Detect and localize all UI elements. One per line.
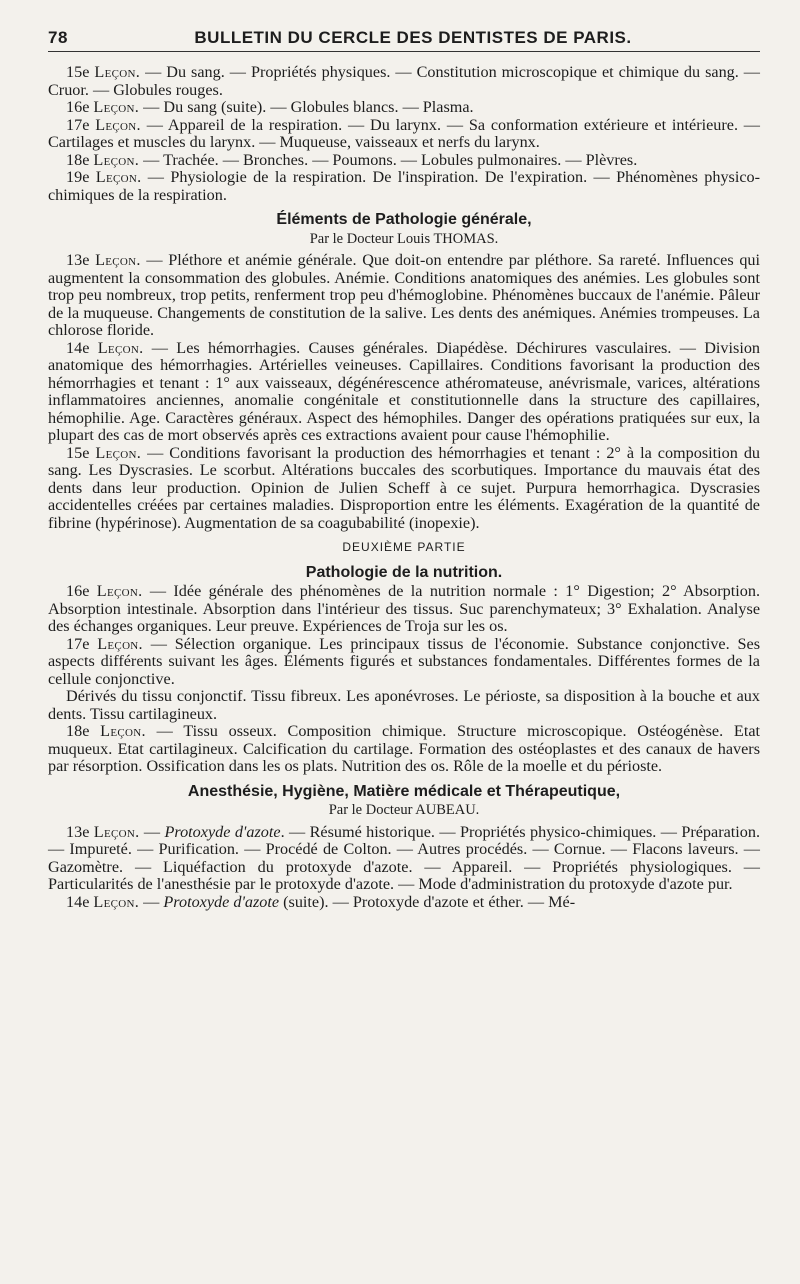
part-label: DEUXIÈME PARTIE xyxy=(342,540,466,554)
page-number: 78 xyxy=(48,28,68,47)
lessons-group-a xyxy=(48,64,760,204)
lesson-dash: — xyxy=(139,822,165,841)
lesson-text: — Sélection organique. Les principaux tissus de l'économie. Substance conjonctive. Ses aspects différents suivant les âges. Éléments figurés et substances fondamentales. Différentes formes de la cellule conjonctive. xyxy=(48,634,760,688)
lesson-label: Leçon. xyxy=(93,892,140,911)
lesson-number: 13e xyxy=(66,251,90,269)
lesson-text: — Du sang. — Propriétés physiques. — Constitution microscopique et chimique du sang. — Cruor. — Globules rouges. xyxy=(48,63,760,99)
lesson-text: . — Résumé historique. — Propriétés physico-chimiques. — Préparation. — Impureté. — Purification. — Procédé de Colton. — Autres procédés. — Cornue. — Flacons laveurs. — Gazomètre. — Liquéfaction du protoxyde d'azote. — Appareil. — Propriétés physiologiques. — Particularités de l'anesthésie par le protoxyde d'azote. — Mode d'administration du protoxyde d'azote pur. xyxy=(48,822,761,893)
page-content xyxy=(48,64,760,911)
lesson-label: Leçon. xyxy=(95,251,141,269)
lesson-number: 15e xyxy=(66,63,90,81)
lesson-number: 13e xyxy=(66,822,90,841)
lesson-paragraph xyxy=(48,169,760,204)
lesson-paragraph xyxy=(48,723,760,776)
lesson-number: 16e xyxy=(66,582,90,600)
lesson-number: 14e xyxy=(66,338,90,357)
lesson-paragraph xyxy=(48,340,760,445)
lesson-text: — Conditions favorisant la production des hémorrhagies et tenant : 2° à la composition du sang. Les Dyscrasies. Le scorbut. Altérations buccales des scorbutiques. Importance du mauvais état des dents dans leur production. Opinion de Julien Scheff à ce sujet. Purpura hemorrhagica. Dyscrasies accidentelles créées par certaines maladies. Disproportion entre les éléments. Exagération de la quantité de fibrine (hypérinose). Augmentation de sa coagubabilité (inopexie). xyxy=(48,443,761,532)
lesson-paragraph xyxy=(48,824,760,894)
lesson-paragraph xyxy=(48,152,760,170)
lesson-label: Leçon. xyxy=(100,722,146,740)
lesson-label: Leçon. xyxy=(97,634,143,653)
lesson-number: 19e xyxy=(66,168,90,186)
lesson-text: — Trachée. — Bronches. — Poumons. — Lobules pulmonaires. — Plèvres. xyxy=(139,150,638,169)
lessons-group-c xyxy=(48,583,760,776)
lesson-label: Leçon. xyxy=(93,150,140,169)
lesson-paragraph xyxy=(48,64,760,99)
lesson-text: — Les hémorrhagies. Causes générales. Diapédèse. Déchirures vasculaires. — Division anatomique des hémorrhagies. Artérielles veineuses. Capillaires. Conditions favorisant la production des hémorrhagies et tenant : 1° aux vaisseaux, dégénérescence athéromateuse, anévrismale, varices, altérations inflammatoires anciennes, anomalie congénitale et constitutionnelle dans la structure des capillaires, hémophilie. Age. Caractères généraux. Aspect des hémophiles. Danger des opérations pratiquées sur eux, la plupart des cas de mort observés après ces extractions avaient pour cause l'hémophilie. xyxy=(48,338,761,444)
lesson-paragraph xyxy=(48,117,760,152)
lesson-number: 14e xyxy=(66,892,90,911)
lesson-number: 18e xyxy=(66,150,90,169)
body-paragraph: Dérivés du tissu conjonctif. Tissu fibreux. Les aponévroses. Le périoste, sa disposition à la bouche et aux dents. Tissu cartilagineux. xyxy=(48,687,760,723)
lessons-group-e xyxy=(48,824,760,912)
lesson-topic: Protoxyde d'azote xyxy=(164,822,281,841)
section-author: Par le Docteur AUBEAU. xyxy=(328,802,480,818)
lesson-text: — Idée générale des phénomènes de la nutrition normale : 1° Digestion; 2° Absorption. Absorption intestinale. Absorption dans l'intérieur des tissus. Suc parenchymateux; 3° Exhalation. Analyse des échanges organiques. Leur preuve. Expériences de Troja sur les os. xyxy=(48,582,760,635)
lesson-label: Leçon. xyxy=(95,443,142,462)
lesson-label: Leçon. xyxy=(95,168,142,186)
lesson-label: Leçon. xyxy=(97,338,144,357)
page-header xyxy=(48,28,760,52)
lesson-paragraph xyxy=(48,99,760,117)
lesson-paragraph xyxy=(48,583,760,636)
lesson-number: 15e xyxy=(66,443,90,462)
lesson-paragraph xyxy=(48,252,760,340)
lesson-number: 17e xyxy=(66,634,90,653)
lesson-number: 18e xyxy=(66,722,90,740)
running-title: BULLETIN DU CERCLE DES DENTISTES DE PARIS. xyxy=(194,28,632,47)
lesson-text: — Du sang (suite). — Globules blancs. — Plasma. xyxy=(139,98,474,116)
lesson-paragraph xyxy=(48,894,760,912)
lesson-label: Leçon. xyxy=(93,822,140,841)
lesson-number: 16e xyxy=(66,98,90,116)
section-heading: Anesthésie, Hygiène, Matière médicale et Thérapeutique, xyxy=(187,782,621,800)
lesson-dash: — xyxy=(139,892,164,911)
section-author: Par le Docteur Louis THOMAS. xyxy=(309,230,499,247)
lesson-text: — Appareil de la respiration. — Du larynx. — Sa conformation extérieure et intérieure. — Cartilages et muscles du larynx. — Muqueuse, vaisseaux et nerfs du larynx. xyxy=(48,115,760,151)
lesson-text: (suite). — Protoxyde d'azote et éther. — Mé- xyxy=(279,892,576,911)
section-heading: Éléments de Pathologie générale, xyxy=(276,211,532,228)
lesson-paragraph xyxy=(48,445,760,533)
lesson-text: — Tissu osseux. Composition chimique. Structure microscopique. Ostéogénèse. Etat muqueux. Etat cartilagineux. Calcification du cartilage. Formation des ostéoplastes et des canaux de havers par résorption. Ossification dans les os plats. Nutrition des os. Rôle de la moelle et du périoste. xyxy=(48,722,760,775)
lesson-label: Leçon. xyxy=(95,115,141,134)
lesson-paragraph xyxy=(48,636,760,689)
lesson-topic: Protoxyde d'azote xyxy=(163,892,280,911)
lesson-number: 17e xyxy=(66,115,90,134)
lesson-text: — Physiologie de la respiration. De l'inspiration. De l'expiration. — Phénomènes physico-chimiques de la respiration. xyxy=(48,168,760,204)
lesson-label: Leçon. xyxy=(96,582,143,600)
lesson-label: Leçon. xyxy=(93,98,140,116)
lesson-label: Leçon. xyxy=(94,63,141,81)
part-title: Pathologie de la nutrition. xyxy=(305,563,503,581)
lessons-group-b xyxy=(48,252,760,532)
lesson-text: — Pléthore et anémie générale. Que doit-on entendre par pléthore. Sa rareté. Influences qui augmentent la consommation des globules. Anémie. Conditions anatomiques des anémies. Les globules sont trop peu nombreux, trop petits, renferment trop peu d'hémoglobine. Phénomènes buccaux de l'anémie. Pâleur de la muqueuse. Changements de constitution de la salive. Les dents des anémiques. Anémies trompeuses. La chlorose floride. xyxy=(48,251,760,339)
